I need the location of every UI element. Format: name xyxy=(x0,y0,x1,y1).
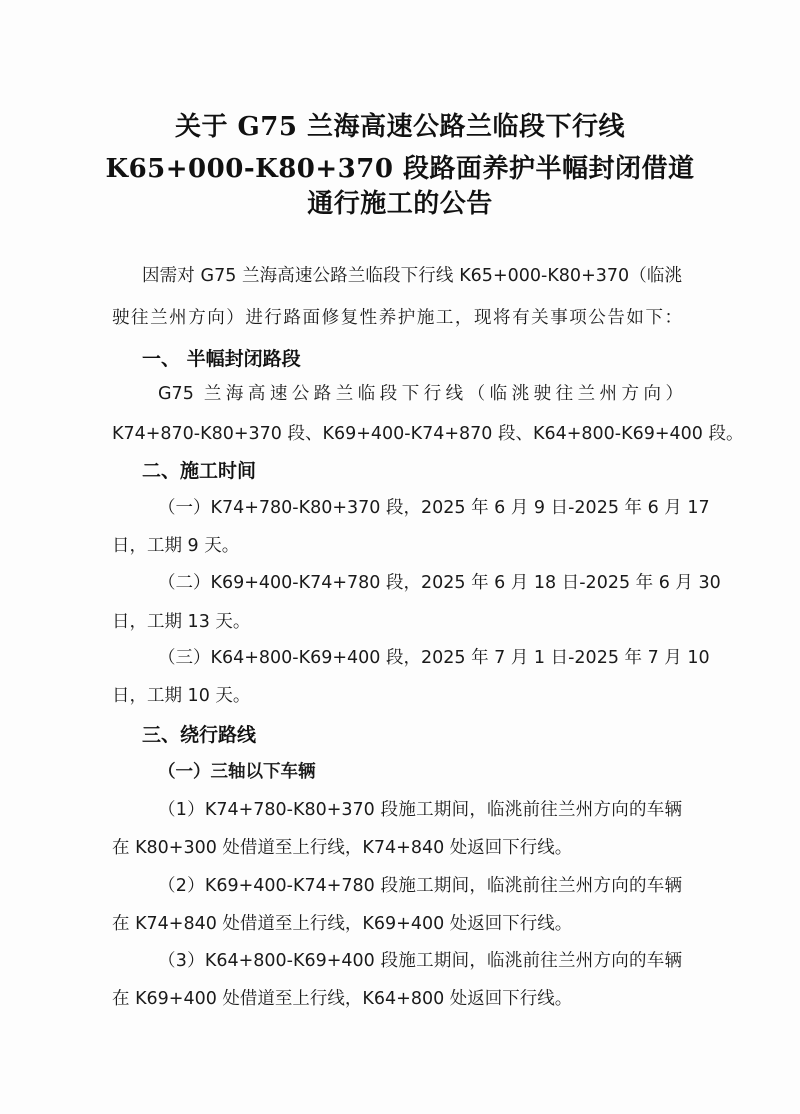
schedule-item-2-line-2: 日，工期 13 天。 xyxy=(112,612,251,632)
detour-item-2-line-1: （2）K69+400-K74+780 段施工期间，临洮前往兰州方向的车辆 xyxy=(158,876,682,896)
section1-line-1: G75 兰海高速公路兰临段下行线（临洮驶往兰州方向） xyxy=(158,384,683,404)
schedule-item-2-line-1: （二）K69+400-K74+780 段，2025 年 6 月 18 日-2025 年 6 月 30 xyxy=(158,573,721,593)
intro-line-2: 驶往兰州方向）进行路面修复性养护施工，现将有关事项公告如下： xyxy=(112,308,682,328)
schedule-item-1-line-1: （一）K74+780-K80+370 段，2025 年 6 月 9 日-2025 年 6 月 17 xyxy=(158,498,710,518)
section1-line-2: K74+870-K80+370 段、K69+400-K74+870 段、K64+800-K69+400 段。 xyxy=(112,424,744,444)
detour-item-1-line-1: （1）K74+780-K80+370 段施工期间，临洮前往兰州方向的车辆 xyxy=(158,800,682,820)
doc-title-line-1: 关于 G75 兰海高速公路兰临段下行线 xyxy=(175,112,625,142)
doc-title-line-2: K65+000-K80+370 段路面养护半幅封闭借道 xyxy=(105,154,695,184)
section-heading-schedule: 二、施工时间 xyxy=(142,460,257,482)
detour-item-3-line-1: （3）K64+800-K69+400 段施工期间，临洮前往兰州方向的车辆 xyxy=(158,951,682,971)
schedule-item-3-line-2: 日，工期 10 天。 xyxy=(112,686,251,706)
schedule-item-1-line-2: 日，工期 9 天。 xyxy=(112,536,240,556)
detour-item-2-line-2: 在 K74+840 处借道至上行线，K69+400 处返回下行线。 xyxy=(112,914,573,934)
doc-title-line-3: 通行施工的公告 xyxy=(307,189,493,219)
detour-subheading-light-vehicles: （一）三轴以下车辆 xyxy=(158,762,316,782)
section-heading-closed-road: 一、 半幅封闭路段 xyxy=(142,348,301,370)
detour-item-3-line-2: 在 K69+400 处借道至上行线，K64+800 处返回下行线。 xyxy=(112,989,573,1009)
intro-line-1: 因需对 G75 兰海高速公路兰临段下行线 K65+000-K80+370（临洮 xyxy=(142,266,682,286)
schedule-item-3-line-1: （三）K64+800-K69+400 段，2025 年 7 月 1 日-2025 年 7 月 10 xyxy=(158,648,710,668)
section-heading-detour: 三、绕行路线 xyxy=(142,724,257,746)
detour-item-1-line-2: 在 K80+300 处借道至上行线，K74+840 处返回下行线。 xyxy=(112,838,573,858)
